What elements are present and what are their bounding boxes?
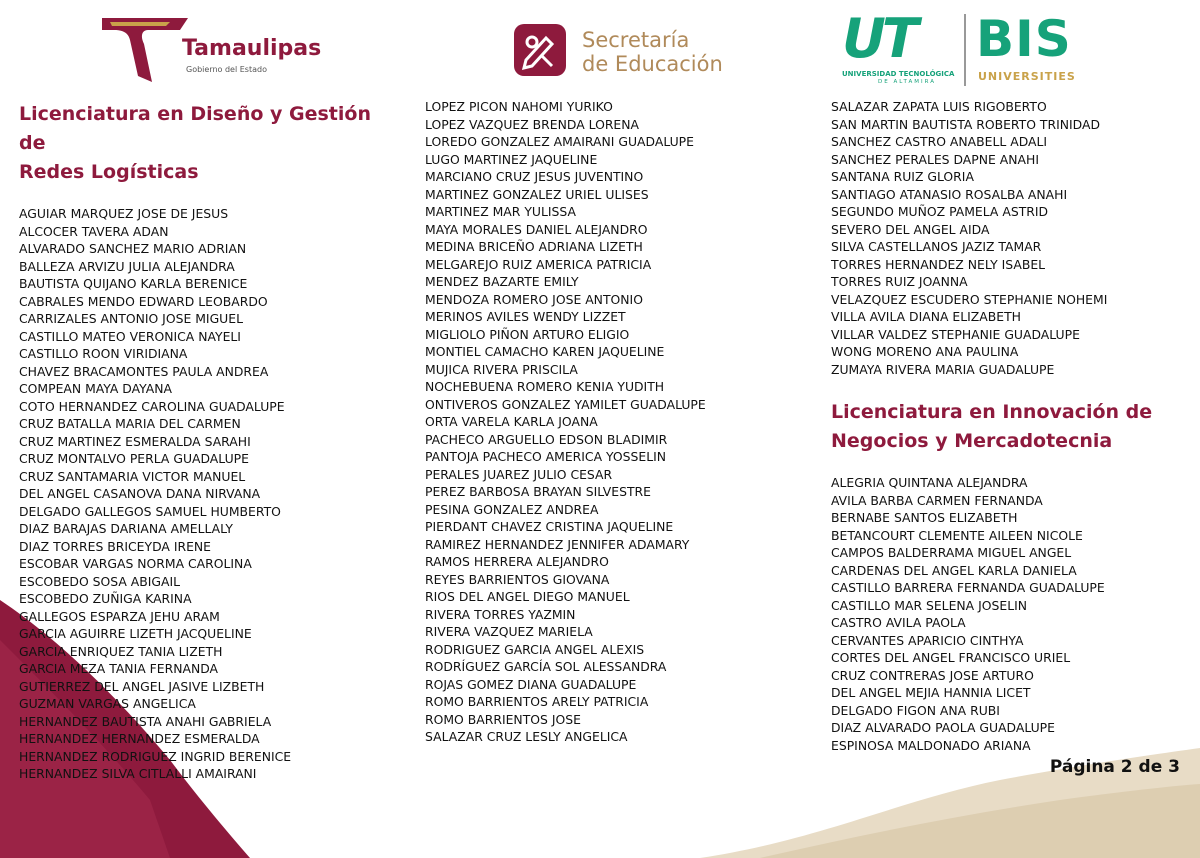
list-item: MARTINEZ GONZALEZ URIEL ULISES	[425, 186, 649, 202]
list-item: BAUTISTA QUIJANO KARLA BERENICE	[19, 276, 248, 291]
list-item: CRUZ CONTRERAS JOSE ARTURO	[831, 667, 1034, 683]
ut-bis-logo	[838, 7, 1088, 90]
list-item: ZUMAYA RIVERA MARIA GUADALUPE	[831, 361, 1055, 377]
list-item: CARRIZALES ANTONIO JOSE MIGUEL	[19, 311, 243, 326]
list-item: ROMO BARRIENTOS ARELY PATRICIA	[425, 694, 649, 709]
list-item: BERNABE SANTOS ELIZABETH	[831, 510, 1018, 525]
list-item: LOPEZ PICON NAHOMI YURIKO	[425, 99, 613, 114]
list-item: PANTOJA PACHECO AMERICA YOSSELIN	[425, 449, 667, 464]
list-item: NOCHEBUENA ROMERO KENIA YUDITH	[425, 379, 665, 394]
list-item: VILLAR VALDEZ STEPHANIE GUADALUPE	[831, 326, 1080, 342]
list-item: GALLEGOS ESPARZA JEHU ARAM	[19, 608, 220, 624]
list-item: GUZMAN VARGAS ANGELICA	[19, 696, 196, 711]
list-item: DELGADO GALLEGOS SAMUEL HUMBERTO	[19, 503, 281, 519]
tamaulipas-name: Tamaulipas	[182, 36, 322, 61]
list-item: MONTIEL CAMACHO KAREN JAQUELINE	[425, 344, 665, 359]
list-item: CRUZ MARTINEZ ESMERALDA SARAHI	[19, 433, 251, 449]
list-item: VILLA AVILA DIANA ELIZABETH	[831, 309, 1021, 324]
heading-line1: Licenciatura en Diseño y Gestión de	[19, 103, 371, 154]
page-number: Página 2 de 3	[1049, 757, 1180, 777]
list-item: CASTILLO MATEO VERONICA NAYELI	[19, 328, 241, 344]
list-item: DELGADO FIGON ANA RUBI	[831, 702, 1000, 718]
column-2	[425, 98, 795, 746]
list-item: ORTA VARELA KARLA JOANA	[425, 414, 598, 429]
list-item: RIVERA VAZQUEZ MARIELA	[425, 624, 593, 639]
list-item: PERALES JUAREZ JULIO CESAR	[425, 466, 613, 482]
list-item: AVILA BARBA CARMEN FERNANDA	[831, 492, 1043, 508]
list-item: MIGLIOLO PIÑON ARTURO ELIGIO	[425, 326, 630, 342]
list-item: MERINOS AVILES WENDY LIZZET	[425, 309, 626, 324]
list-item: DEL ANGEL CASANOVA DANA NIRVANA	[19, 486, 261, 501]
list-item: CABRALES MENDO EDWARD LEOBARDO	[19, 293, 268, 309]
list-item: PACHECO ARGUELLO EDSON BLADIMIR	[425, 431, 668, 447]
secretaria-educacion-logo	[510, 18, 740, 82]
name-list	[831, 474, 1191, 754]
list-item: ROMO BARRIENTOS JOSE	[425, 711, 581, 727]
list-item: CAMPOS BALDERRAMA MIGUEL ANGEL	[831, 545, 1072, 560]
tamaulipas-logo	[100, 14, 340, 86]
list-item: GARCIA ENRIQUEZ TANIA LIZETH	[19, 643, 223, 659]
list-item: WONG MORENO ANA PAULINA	[831, 344, 1019, 359]
list-item: ALEGRIA QUINTANA ALEJANDRA	[831, 475, 1028, 490]
list-item: CARDENAS DEL ANGEL KARLA DANIELA	[831, 562, 1077, 578]
list-item: CERVANTES APARICIO CINTHYA	[831, 632, 1024, 648]
list-item: ESCOBEDO SOSA ABIGAIL	[19, 573, 181, 589]
list-item: HERNANDEZ BAUTISTA ANAHI GABRIELA	[19, 713, 272, 729]
list-item: VELAZQUEZ ESCUDERO STEPHANIE NOHEMI	[831, 291, 1108, 307]
list-item: MENDOZA ROMERO JOSE ANTONIO	[425, 291, 643, 307]
list-item: CORTES DEL ANGEL FRANCISCO URIEL	[831, 650, 1071, 665]
logo-divider	[964, 14, 966, 86]
list-item: COMPEAN MAYA DAYANA	[19, 381, 172, 396]
list-item: DEL ANGEL MEJIA HANNIA LICET	[831, 685, 1031, 700]
list-item: MAYA MORALES DANIEL ALEJANDRO	[425, 221, 648, 237]
column-1	[19, 98, 389, 783]
name-list	[831, 98, 1191, 378]
list-item: GARCIA MEZA TANIA FERNANDA	[19, 661, 219, 676]
list-item: CASTILLO MAR SELENA JOSELIN	[831, 597, 1028, 613]
list-item: SALAZAR CRUZ LESLY ANGELICA	[425, 729, 628, 744]
bis-wordmark: BIS	[976, 10, 1072, 68]
secretaria-line2: de Educación	[582, 52, 723, 76]
list-item: SAN MARTIN BAUTISTA ROBERTO TRINIDAD	[831, 116, 1100, 132]
list-item: PEREZ BARBOSA BRAYAN SILVESTRE	[425, 484, 651, 499]
list-item: HERNANDEZ RODRIGUEZ INGRID BERENICE	[19, 748, 292, 764]
list-item: ESPINOSA MALDONADO ARIANA	[831, 737, 1031, 753]
list-item: MENDEZ BAZARTE EMILY	[425, 274, 579, 289]
name-list	[425, 98, 795, 746]
list-item: MARTINEZ MAR YULISSA	[425, 204, 576, 219]
list-item: CRUZ MONTALVO PERLA GUADALUPE	[19, 451, 249, 466]
list-item: RAMIREZ HERNANDEZ JENNIFER ADAMARY	[425, 536, 690, 552]
list-item: LUGO MARTINEZ JAQUELINE	[425, 151, 598, 167]
list-item: REYES BARRIENTOS GIOVANA	[425, 571, 610, 587]
ut-subtitle: UNIVERSIDAD TECNOLÓGICA	[842, 70, 955, 78]
list-item: DIAZ BARAJAS DARIANA AMELLALY	[19, 521, 233, 536]
list-item: RIVERA TORRES YAZMIN	[425, 606, 576, 622]
list-item: DIAZ ALVARADO PAOLA GUADALUPE	[831, 720, 1055, 735]
heading-line1: Licenciatura en Innovación de	[831, 401, 1153, 423]
list-item: PESINA GONZALEZ ANDREA	[425, 501, 599, 517]
list-item: ONTIVEROS GONZALEZ YAMILET GUADALUPE	[425, 396, 706, 412]
list-item: TORRES HERNANDEZ NELY ISABEL	[831, 256, 1046, 272]
tamaulipas-subtitle: Gobierno del Estado	[186, 65, 267, 74]
list-item: COTO HERNANDEZ CAROLINA GUADALUPE	[19, 398, 285, 414]
list-item: CRUZ BATALLA MARIA DEL CARMEN	[19, 416, 241, 431]
education-pencil-icon	[510, 20, 570, 80]
list-item: RODRÍGUEZ GARCÍA SOL ALESSANDRA	[425, 659, 667, 674]
list-item: SEVERO DEL ANGEL AIDA	[831, 221, 990, 237]
list-item: SEGUNDO MUÑOZ PAMELA ASTRID	[831, 204, 1049, 219]
list-item: HERNANDEZ SILVA CITLALLI AMAIRANI	[19, 766, 257, 781]
list-item: CASTILLO BARRERA FERNANDA GUADALUPE	[831, 580, 1105, 595]
list-item: TORRES RUIZ JOANNA	[831, 274, 968, 289]
list-item: AGUIAR MARQUEZ JOSE DE JESUS	[19, 206, 229, 221]
list-item: CHAVEZ BRACAMONTES PAULA ANDREA	[19, 363, 269, 379]
section-heading-innovacion	[831, 398, 1191, 456]
list-item: MEDINA BRICEÑO ADRIANA LIZETH	[425, 239, 643, 254]
list-item: RIOS DEL ANGEL DIEGO MANUEL	[425, 589, 630, 604]
list-item: ESCOBAR VARGAS NORMA CAROLINA	[19, 556, 252, 571]
name-list	[19, 205, 389, 783]
list-item: MUJICA RIVERA PRISCILA	[425, 361, 578, 377]
list-item: CASTILLO ROON VIRIDIANA	[19, 346, 188, 361]
list-item: GARCIA AGUIRRE LIZETH JACQUELINE	[19, 626, 252, 641]
ut-subtitle2: DE ALTAMIRA	[878, 79, 936, 85]
list-item: GUTIERREZ DEL ANGEL JASIVE LIZBETH	[19, 678, 265, 694]
list-item: SALAZAR ZAPATA LUIS RIGOBERTO	[831, 99, 1047, 114]
list-item: LOPEZ VAZQUEZ BRENDA LORENA	[425, 116, 640, 132]
list-item: CRUZ SANTAMARIA VICTOR MANUEL	[19, 468, 246, 484]
list-item: BALLEZA ARVIZU JULIA ALEJANDRA	[19, 258, 235, 274]
list-item: BETANCOURT CLEMENTE AILEEN NICOLE	[831, 527, 1083, 543]
column-3	[831, 98, 1191, 754]
ut-wordmark: UT	[842, 7, 915, 70]
tamaulipas-t-icon	[100, 14, 190, 86]
section-heading-logistica	[19, 100, 389, 187]
list-item: SANTIAGO ATANASIO ROSALBA ANAHI	[831, 186, 1068, 202]
list-item: SANCHEZ CASTRO ANABELL ADALI	[831, 134, 1048, 149]
bis-subtitle: UNIVERSITIES	[978, 70, 1076, 83]
heading-line2: Negocios y Mercadotecnia	[831, 430, 1113, 452]
list-item: SANCHEZ PERALES DAPNE ANAHI	[831, 151, 1039, 167]
list-item: DIAZ TORRES BRICEYDA IRENE	[19, 538, 212, 554]
list-item: ROJAS GOMEZ DIANA GUADALUPE	[425, 676, 637, 692]
list-item: SANTANA RUIZ GLORIA	[831, 169, 974, 184]
list-item: CASTRO AVILA PAOLA	[831, 615, 966, 630]
list-item: LOREDO GONZALEZ AMAIRANI GUADALUPE	[425, 134, 694, 149]
heading-line2: Redes Logísticas	[19, 161, 199, 183]
list-item: HERNANDEZ HERNANDEZ ESMERALDA	[19, 731, 260, 746]
list-item: ALCOCER TAVERA ADAN	[19, 223, 169, 239]
secretaria-line1: Secretaría	[582, 28, 690, 52]
list-item: MARCIANO CRUZ JESUS JUVENTINO	[425, 169, 644, 184]
list-item: ALVARADO SANCHEZ MARIO ADRIAN	[19, 241, 247, 256]
list-item: RAMOS HERRERA ALEJANDRO	[425, 554, 609, 569]
list-item: ESCOBEDO ZUÑIGA KARINA	[19, 591, 192, 606]
list-item: SILVA CASTELLANOS JAZIZ TAMAR	[831, 239, 1042, 254]
list-item: RODRIGUEZ GARCIA ANGEL ALEXIS	[425, 641, 645, 657]
list-item: MELGAREJO RUIZ AMERICA PATRICIA	[425, 256, 652, 272]
list-item: PIERDANT CHAVEZ CRISTINA JAQUELINE	[425, 519, 674, 534]
